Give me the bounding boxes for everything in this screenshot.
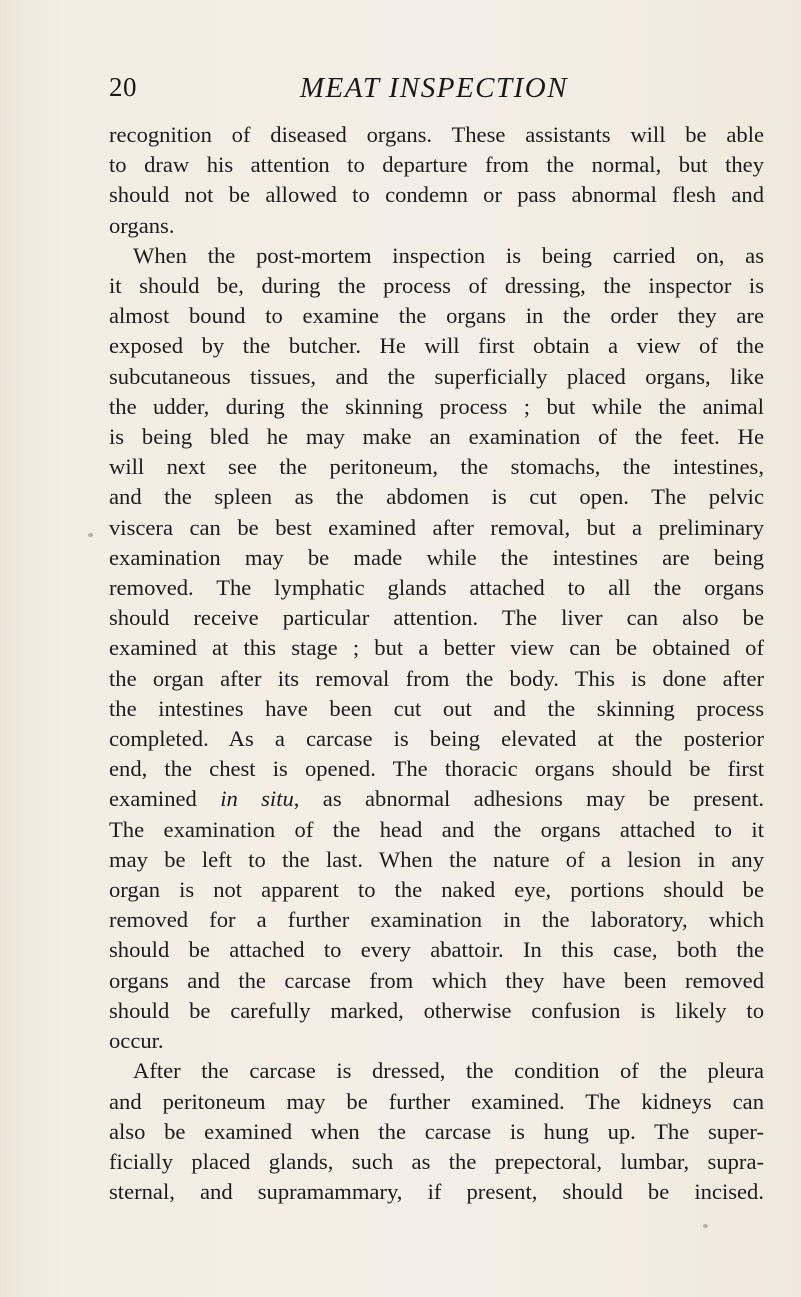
text-line: the udder, during the skinning process ; but while the animal (109, 393, 764, 419)
text-line: and peritoneum may be further examined. The kidneys can (109, 1088, 764, 1114)
text-line: and the spleen as the abdomen is cut open. The pelvic (109, 484, 764, 510)
text-line: examined at this stage ; but a better view can be obtained of (109, 635, 764, 661)
text-line: sternal, and supramammary, if present, should be incised. (109, 1179, 764, 1205)
text-line: organs and the carcase from which they have been removed (109, 967, 764, 993)
text-line: subcutaneous tissues, and the superficially placed organs, like (109, 363, 764, 389)
text-line: organ is not apparent to the naked eye, portions should be (109, 877, 764, 903)
text-line: ficially placed glands, such as the prepectoral, lumbar, supra- (109, 1148, 764, 1174)
text-line: should be carefully marked, otherwise confusion is likely to (109, 997, 764, 1023)
text-line: the intestines have been cut out and the skinning process (109, 695, 764, 721)
text-run: , as abnormal adhesions may be present. (293, 786, 765, 812)
text-line: will next see the peritoneum, the stomachs, the intestines, (109, 454, 764, 480)
text-line: exposed by the butcher. He will first obtain a view of the (109, 333, 764, 359)
text-line: removed for a further examination in the laboratory, which (109, 907, 764, 933)
running-head: MEAT INSPECTION (299, 72, 569, 104)
text-line: occur. (109, 1028, 164, 1054)
page-header (109, 72, 759, 112)
paper-speck (88, 533, 93, 537)
text-line: organs. (109, 212, 175, 238)
italic-term: in situ (220, 786, 294, 812)
text-line (109, 784, 764, 814)
text-line: the organ after its removal from the body. This is done after (109, 665, 764, 691)
text-line: should not be allowed to condemn or pass abnormal flesh and (109, 182, 764, 208)
text-line: After the carcase is dressed, the condition of the pleura (133, 1058, 764, 1084)
body-text (109, 120, 764, 1207)
page-number: 20 (109, 72, 137, 102)
text-line: also be examined when the carcase is hung up. The super- (109, 1118, 764, 1144)
text-line: viscera can be best examined after removal, but a preliminary (109, 514, 764, 540)
paper-speck (703, 1224, 708, 1228)
text-line: examination may be made while the intestines are being (109, 544, 764, 570)
text-line: recognition of diseased organs. These assistants will be able (109, 122, 764, 147)
text-line: completed. As a carcase is being elevated at the posterior (109, 726, 764, 752)
text-line: should receive particular attention. The liver can also be (109, 605, 764, 631)
text-line: it should be, during the process of dressing, the inspector is (109, 273, 764, 299)
text-line: to draw his attention to departure from the normal, but they (109, 152, 764, 178)
text-line: should be attached to every abattoir. In this case, both the (109, 937, 764, 963)
text-line: almost bound to examine the organs in the order they are (109, 303, 764, 329)
text-line: end, the chest is opened. The thoracic organs should be first (109, 756, 764, 782)
text-line: When the post-mortem inspection is being carried on, as (133, 242, 764, 268)
text-line: may be left to the last. When the nature of a lesion in any (109, 846, 764, 872)
text-run: examined (109, 786, 221, 812)
text-line: removed. The lymphatic glands attached to all the organs (109, 575, 764, 601)
text-line: is being bled he may make an examination of the feet. He (109, 424, 764, 450)
text-line: The examination of the head and the organs attached to it (109, 816, 764, 842)
